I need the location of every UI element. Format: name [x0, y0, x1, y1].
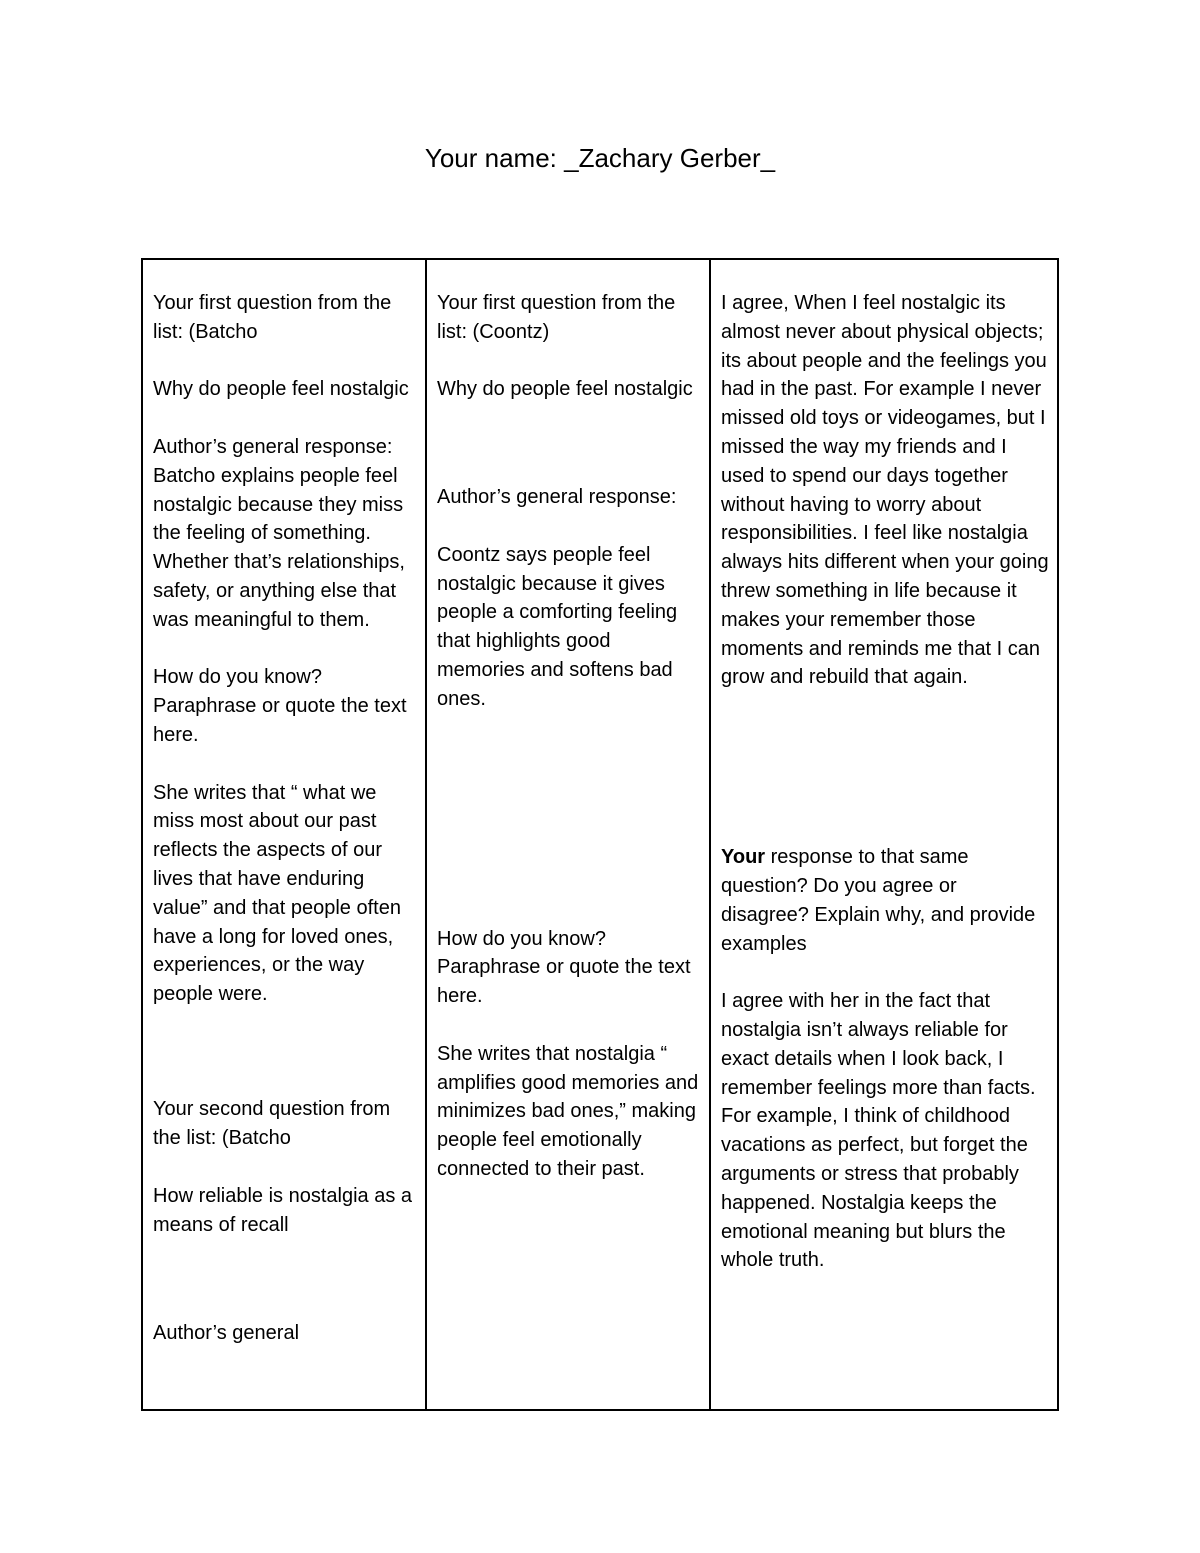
response-2-text: I agree with her in the fact that nostalgia isn’t always reliable for exact details when I look back, I remember feelings more than facts. For example, I think of childhood vacations as perfect, but forget the arguments or stress that probably happened. Nostalgia keeps the emotional meaning but blurs the whole truth. [721, 990, 1036, 1272]
question-1-text: Why do people feel nostalgic [153, 378, 409, 401]
how-do-you-know-label: How do you know? Paraphrase or quote the text here. [153, 666, 407, 746]
author-response-label-2: Author’s general [153, 1322, 300, 1345]
column-batcho [143, 260, 427, 1409]
question-1-label: Your first question from the list: (Coontz) [437, 292, 676, 343]
author-response-text: Batcho explains people feel nostalgic because they miss the feeling of something. Whether that’s relationships, safety, or anything else that was meaningful to them. [153, 464, 405, 631]
author-response-label: Author’s general response: [437, 486, 677, 509]
author-response-text: Coontz says people feel nostalgic because it gives people a comforting feeling that highlights good memories and softens bad ones. [437, 543, 678, 710]
author-response-label: Author’s general response: [153, 435, 393, 458]
worksheet-table [141, 258, 1059, 1411]
question-1-label: Your first question from the list: (Batcho [153, 292, 392, 343]
page-title: Your name: _Zachary Gerber_ [424, 143, 776, 173]
column-coontz [427, 260, 711, 1409]
response-1-text: I agree, When I feel nostalgic its almost never about physical objects; its about people and the feelings you had in the past. For example I never missed old toys or videogames, but I missed the way my friends and I used to spend our days together without having to worry about responsibilities. I feel like nostalgia always hits different when your going threw something in life because it makes your remember those moments and reminds me that I can grow and rebuild that again. [721, 292, 1049, 689]
question-2-text: How reliable is nostalgia as a means of recall [153, 1184, 413, 1236]
response-prompt-bold: Your [721, 846, 766, 869]
how-do-you-know-label: How do you know? Paraphrase or quote the text here. [437, 927, 691, 1008]
response-prompt [721, 843, 1049, 958]
evidence-quote: She writes that nostalgia “ amplifies good memories and minimizes bad ones,” making people feel emotionally connected to their past. [437, 1042, 699, 1180]
evidence-quote: She writes that “ what we miss most about our past reflects the aspects of our lives that have enduring value” and that people often have a long for loved ones, experiences, or the way people were. [153, 781, 401, 1006]
question-2-label: Your second question from the list: (Batcho [153, 1098, 391, 1150]
column-your-response [711, 260, 1057, 1409]
response-prompt-rest: response to that same question? Do you agree or disagree? Explain why, and provide examples [721, 846, 1036, 955]
question-1-text: Why do people feel nostalgic [437, 378, 693, 401]
